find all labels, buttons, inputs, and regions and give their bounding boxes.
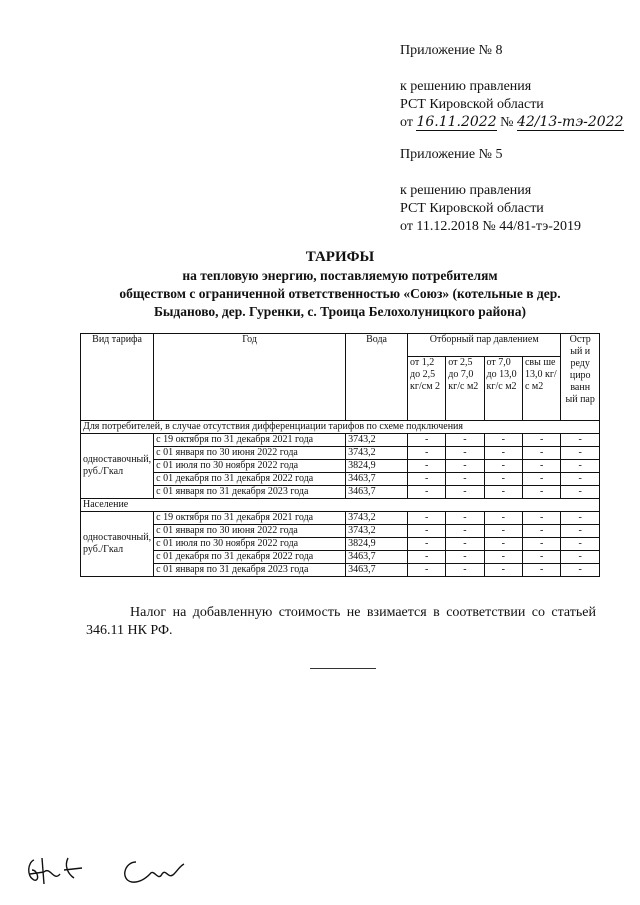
pressure-4-cell: - — [522, 447, 560, 460]
water-value-cell: 3743,2 — [346, 434, 408, 447]
sharp-steam-cell: - — [561, 473, 600, 486]
header-pressure-2: от 2,5 до 7,0 кг/с м2 — [446, 356, 484, 420]
section-title: Население — [81, 499, 600, 512]
annex-5-line-3: от 11.12.2018 № 44/81-тэ-2019 — [400, 219, 581, 234]
table-row — [81, 486, 600, 499]
pressure-4-cell: - — [522, 434, 560, 447]
sharp-steam-cell: - — [561, 551, 600, 564]
sharp-steam-cell: - — [561, 434, 600, 447]
pressure-3-cell: - — [484, 486, 522, 499]
signature-1 — [24, 852, 104, 888]
header-year: Год — [154, 334, 346, 421]
heading-line-3: Быданово, дер. Гуренки, с. Троица Белохолуницкого района) — [153, 304, 527, 319]
annex-8-line-2: РСТ Кировской области — [400, 97, 544, 112]
annex-8-title: Приложение № 8 — [400, 43, 503, 58]
annex-8-date-prefix: от — [400, 115, 413, 130]
pressure-3-cell: - — [484, 525, 522, 538]
vat-note: Налог на добавленную стоимость не взимается в соответствии со статьей 346.11 НК РФ. — [86, 605, 596, 638]
water-value-cell: 3463,7 — [346, 551, 408, 564]
pressure-1-cell: - — [408, 460, 446, 473]
period-cell: с 01 июля по 30 ноября 2022 года — [154, 460, 346, 473]
period-cell: с 01 января по 30 июня 2022 года — [154, 525, 346, 538]
pressure-1-cell: - — [408, 551, 446, 564]
pressure-2-cell: - — [446, 434, 484, 447]
pressure-3-cell: - — [484, 447, 522, 460]
sharp-steam-cell: - — [561, 525, 600, 538]
pressure-2-cell: - — [446, 447, 484, 460]
sharp-steam-cell: - — [561, 447, 600, 460]
table-row — [81, 460, 600, 473]
pressure-3-cell: - — [484, 473, 522, 486]
sharp-steam-cell: - — [561, 486, 600, 499]
table-row — [81, 473, 600, 486]
pressure-4-cell: - — [522, 473, 560, 486]
table-row — [81, 538, 600, 551]
pressure-4-cell: - — [522, 512, 560, 525]
section-title-row — [81, 499, 600, 512]
header-steam-group: Отборный пар давлением — [408, 334, 561, 357]
table-row — [81, 434, 600, 447]
period-cell: с 01 июля по 30 ноября 2022 года — [154, 538, 346, 551]
pressure-4-cell: - — [522, 538, 560, 551]
water-value-cell: 3463,7 — [346, 564, 408, 577]
sharp-steam-cell: - — [561, 460, 600, 473]
table-row — [81, 512, 600, 525]
header-pressure-4: свы ше 13,0 кг/с м2 — [522, 356, 560, 420]
pressure-4-cell: - — [522, 525, 560, 538]
period-cell: с 01 января по 31 декабря 2023 года — [154, 486, 346, 499]
water-value-cell: 3743,2 — [346, 525, 408, 538]
header-water: Вода — [346, 334, 408, 421]
pressure-4-cell: - — [522, 551, 560, 564]
pressure-1-cell: - — [408, 525, 446, 538]
period-cell: с 01 января по 30 июня 2022 года — [154, 447, 346, 460]
header-pressure-3: от 7,0 до 13,0 кг/с м2 — [484, 356, 522, 420]
annex-8-date-line — [400, 114, 624, 132]
tariff-type-cell: одноставочный, руб./Гкал — [81, 512, 154, 577]
divider-line — [310, 668, 376, 669]
tariff-type-cell: одноставочный, руб./Гкал — [81, 434, 154, 499]
pressure-3-cell: - — [484, 512, 522, 525]
pressure-3-cell: - — [484, 538, 522, 551]
table-row — [81, 525, 600, 538]
document-heading — [80, 247, 600, 321]
water-value-cell: 3463,7 — [346, 473, 408, 486]
pressure-3-cell: - — [484, 460, 522, 473]
period-cell: с 19 октября по 31 декабря 2021 года — [154, 512, 346, 525]
pressure-3-cell: - — [484, 564, 522, 577]
heading-line-1: на тепловую энергию, поставляемую потребителям — [182, 268, 498, 283]
annex-5-line-1: к решению правления — [400, 183, 532, 198]
pressure-3-cell: - — [484, 434, 522, 447]
header-pressure-1: от 1,2 до 2,5 кг/см 2 — [408, 356, 446, 420]
annex-8-block — [400, 42, 624, 132]
pressure-1-cell: - — [408, 564, 446, 577]
pressure-1-cell: - — [408, 512, 446, 525]
pressure-2-cell: - — [446, 512, 484, 525]
pressure-1-cell: - — [408, 538, 446, 551]
pressure-2-cell: - — [446, 486, 484, 499]
annex-5-line-2: РСТ Кировской области — [400, 201, 544, 216]
sharp-steam-cell: - — [561, 564, 600, 577]
annex-8-number-sign: № — [500, 115, 514, 130]
sharp-steam-cell: - — [561, 538, 600, 551]
pressure-4-cell: - — [522, 460, 560, 473]
pressure-1-cell: - — [408, 434, 446, 447]
pressure-4-cell: - — [522, 486, 560, 499]
annex-8-line-1: к решению правления — [400, 79, 532, 94]
table-row — [81, 564, 600, 577]
table-row — [81, 447, 600, 460]
water-value-cell: 3743,2 — [346, 512, 408, 525]
pressure-1-cell: - — [408, 473, 446, 486]
tariffs-table — [80, 333, 600, 577]
signature-2 — [118, 852, 198, 888]
period-cell: с 19 октября по 31 декабря 2021 года — [154, 434, 346, 447]
pressure-2-cell: - — [446, 473, 484, 486]
pressure-2-cell: - — [446, 460, 484, 473]
pressure-2-cell: - — [446, 564, 484, 577]
heading-title: ТАРИФЫ — [305, 249, 375, 265]
annex-8-date: 16.11.2022 — [416, 114, 497, 130]
water-value-cell: 3824,9 — [346, 538, 408, 551]
period-cell: с 01 декабря по 31 декабря 2022 года — [154, 473, 346, 486]
water-value-cell: 3824,9 — [346, 460, 408, 473]
water-value-cell: 3743,2 — [346, 447, 408, 460]
section-title: Для потребителей, в случае отсутствия дифференциации тарифов по схеме подключения — [81, 421, 600, 434]
period-cell: с 01 января по 31 декабря 2023 года — [154, 564, 346, 577]
pressure-1-cell: - — [408, 447, 446, 460]
section-title-row — [81, 421, 600, 434]
period-cell: с 01 декабря по 31 декабря 2022 года — [154, 551, 346, 564]
header-tariff-type: Вид тарифа — [81, 334, 154, 421]
annex-5-title: Приложение № 5 — [400, 147, 503, 162]
annex-8-number: 42/13-тэ-2022 — [516, 114, 624, 130]
water-value-cell: 3463,7 — [346, 486, 408, 499]
heading-line-2: обществом с ограниченной ответственностью «Союз» (котельные в дер. — [119, 286, 561, 301]
table-row — [81, 551, 600, 564]
pressure-1-cell: - — [408, 486, 446, 499]
table-header-row — [81, 334, 600, 357]
pressure-3-cell: - — [484, 551, 522, 564]
pressure-2-cell: - — [446, 538, 484, 551]
table-body — [81, 421, 600, 577]
header-sharp-steam: Остр ый и реду циро ванн ый пар — [561, 334, 600, 421]
annex-5-block — [400, 146, 581, 236]
pressure-4-cell: - — [522, 564, 560, 577]
pressure-2-cell: - — [446, 551, 484, 564]
pressure-2-cell: - — [446, 525, 484, 538]
sharp-steam-cell: - — [561, 512, 600, 525]
